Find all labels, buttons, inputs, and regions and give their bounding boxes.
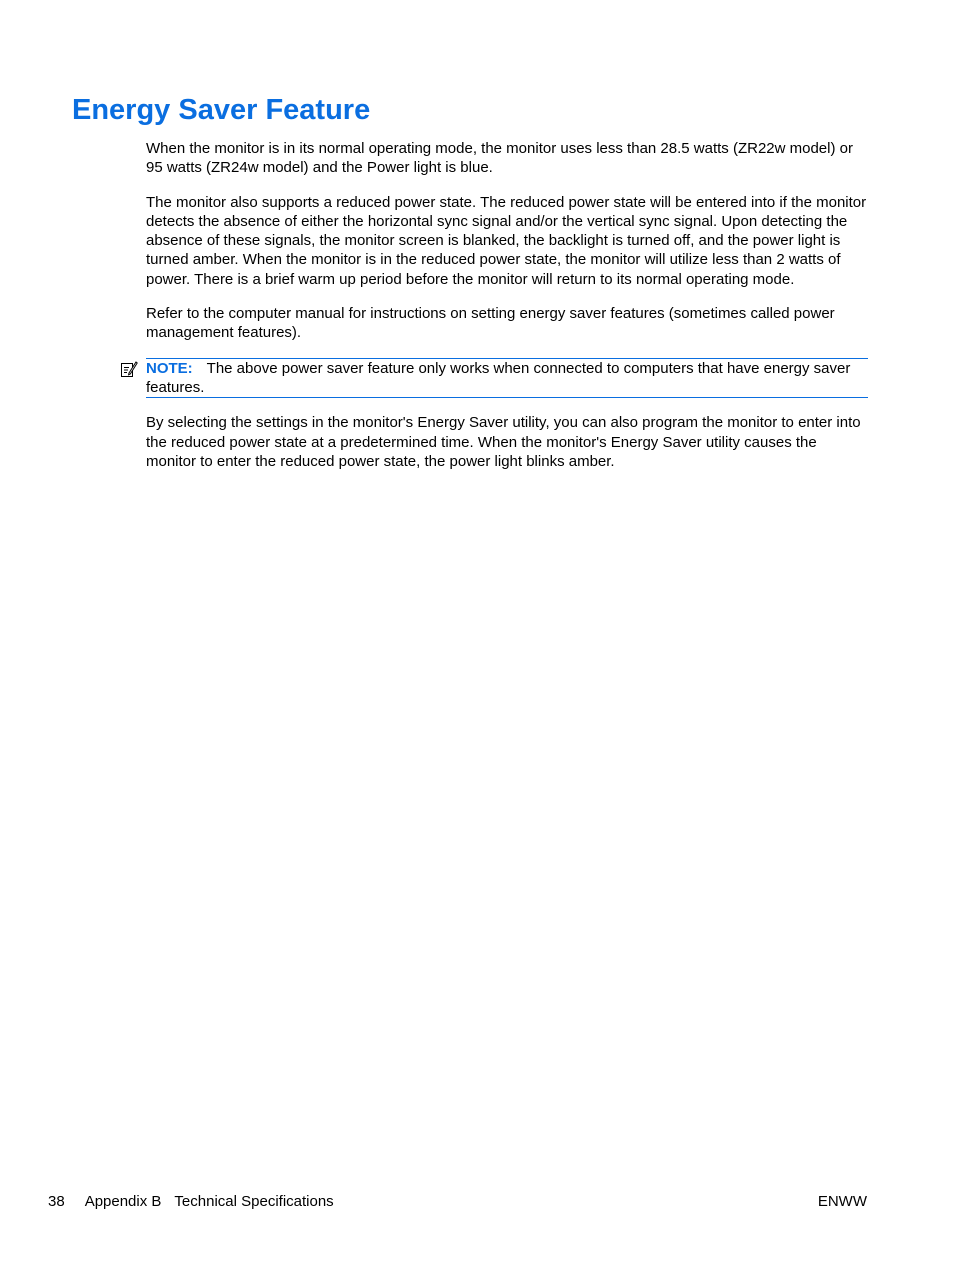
page-number: 38	[48, 1193, 65, 1210]
main-content	[146, 139, 868, 486]
note-text: The above power saver feature only works when connected to computers that have energy saver features.	[146, 359, 851, 396]
note-box	[146, 358, 868, 399]
note-pencil-icon	[120, 360, 138, 378]
page-footer	[48, 1192, 867, 1212]
footer-section-title: Technical Specifications	[174, 1193, 334, 1210]
footer-section: Appendix B	[84, 1193, 162, 1210]
footer-locale: ENWW	[817, 1193, 867, 1210]
footer-left	[48, 1192, 334, 1212]
paragraph-reduced-power: The monitor also supports a reduced power state. The reduced power state will be entered into if the monitor detects the absence of either the horizontal sync signal and/or the vertical sync signal. Upon detecting the absence of these signals, the monitor screen is blanked, the backlight is turned off, and the power light is turned amber. When the monitor is in the reduced power state, the monitor will utilize less than 2 watts of power. There is a brief warm up period before the monitor will return to its normal operating mode.	[146, 193, 867, 288]
note-label: NOTE:	[146, 359, 193, 377]
paragraph-refer-manual: Refer to the computer manual for instructions on setting energy saver features (sometimes called power management features).	[146, 305, 835, 342]
page-title: Energy Saver Feature	[72, 94, 371, 126]
paragraph-normal-mode: When the monitor is in its normal operating mode, the monitor uses less than 28.5 watts (ZR22w model) or 95 watts (ZR24w model) and the Power light is blue.	[146, 140, 853, 177]
paragraph-energy-saver-utility: By selecting the settings in the monitor's Energy Saver utility, you can also program the monitor to enter into the reduced power state at a predetermined time. When the monitor's Energy Saver utility causes the monitor to enter the reduced power state, the power light blinks amber.	[146, 414, 861, 470]
